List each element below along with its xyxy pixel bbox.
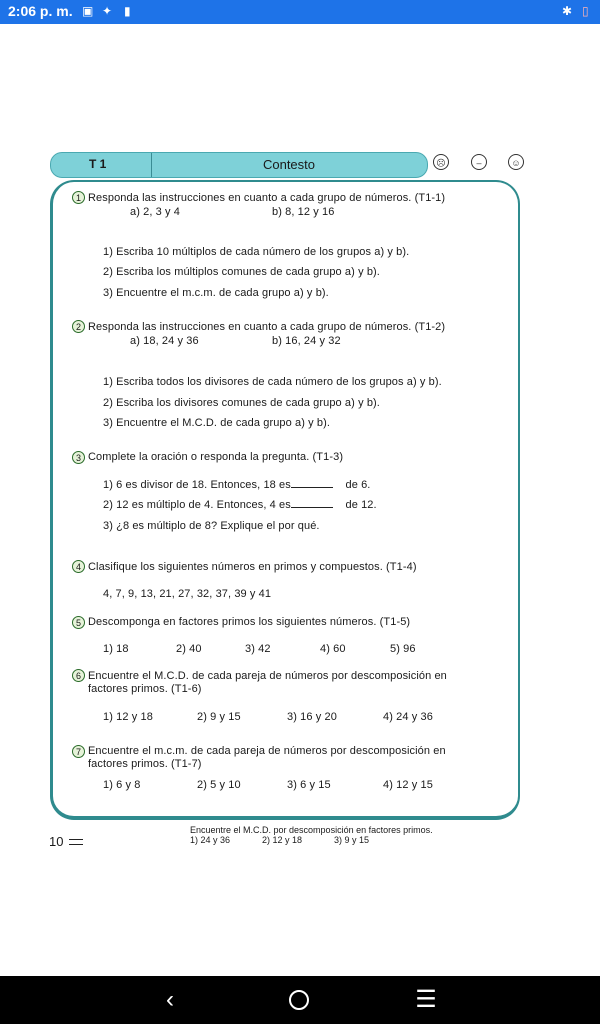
question-number-3: 3	[72, 451, 85, 464]
clock: 2:06 p. m.	[8, 3, 73, 19]
question-number-7: 7	[72, 745, 85, 758]
q3-item-3: 3) ¿8 es múltiplo de 8? Explique el por qué.	[103, 520, 320, 532]
q3-item-1-start: 1) 6 es divisor de 18. Entonces, 18 es	[103, 479, 291, 491]
home-icon[interactable]	[284, 986, 314, 1014]
q3-item-1-end: de 6.	[345, 479, 371, 491]
answer-blank[interactable]	[291, 479, 333, 488]
answer-blank[interactable]	[291, 499, 333, 508]
q5-item-1: 1) 18	[103, 643, 129, 655]
q2-item-3: 3) Encuentre el M.C.D. de cada grupo a) y b).	[103, 417, 331, 429]
header-divider	[151, 153, 152, 177]
q7-item-1: 1) 6 y 8	[103, 779, 141, 791]
navigation-bar	[0, 976, 600, 1024]
q5-item-3: 3) 42	[245, 643, 271, 655]
q2-title: Responda las instrucciones en cuanto a cada grupo de números. (T1-2)	[88, 321, 446, 333]
q1-item-2: 2) Escriba los múltiplos comunes de cada grupo a) y b).	[103, 266, 380, 278]
q6-title-line-2: factores primos. (T1-6)	[88, 683, 202, 695]
q1-title: Responda las instrucciones en cuanto a cada grupo de números. (T1-1)	[88, 192, 446, 204]
q1-item-3: 3) Encuentre el m.c.m. de cada grupo a) y b).	[103, 287, 329, 299]
status-bar	[0, 0, 600, 24]
page-number-rule	[69, 839, 83, 845]
question-number-1: 1	[72, 191, 85, 204]
section-title: Contesto	[262, 157, 316, 172]
neutral-face-icon: –	[471, 154, 487, 170]
q1-group-b: b) 8, 12 y 16	[272, 206, 335, 218]
footer-item-3: 3) 9 y 15	[334, 835, 370, 845]
q7-title-line-2: factores primos. (T1-7)	[88, 758, 202, 770]
q5-item-2: 2) 40	[176, 643, 202, 655]
q3-item-2	[103, 499, 377, 511]
q3-item-1	[103, 479, 370, 491]
question-number-4: 4	[72, 560, 85, 573]
q5-item-5: 5) 96	[390, 643, 416, 655]
q6-item-3: 3) 16 y 20	[287, 711, 337, 723]
unit-header	[50, 152, 428, 178]
q5-item-4: 4) 60	[320, 643, 346, 655]
page-number: 10	[49, 834, 64, 849]
q3-item-2-end: de 12.	[345, 499, 377, 511]
footer-item-1: 1) 24 y 36	[190, 835, 231, 845]
q4-numbers: 4, 7, 9, 13, 21, 27, 32, 37, 39 y 41	[103, 588, 272, 600]
unit-label: T 1	[89, 157, 107, 171]
q1-group-a: a) 2, 3 y 4	[130, 206, 181, 218]
happy-face-icon: ☺	[508, 154, 524, 170]
sad-face-icon: ☹	[433, 154, 449, 170]
question-number-2: 2	[72, 320, 85, 333]
usb-icon: ✦	[102, 4, 113, 18]
q5-title: Descomponga en factores primos los siguientes números. (T1-5)	[88, 616, 411, 628]
footer-item-2: 2) 12 y 18	[262, 835, 303, 845]
sim-icon: ▮	[124, 4, 131, 18]
q3-title: Complete la oración o responda la pregunta. (T1-3)	[88, 451, 344, 463]
q6-item-1: 1) 12 y 18	[103, 711, 153, 723]
q7-title-line-1: Encuentre el m.c.m. de cada pareja de números por descomposición en	[88, 745, 446, 757]
q2-group-b: b) 16, 24 y 32	[272, 335, 341, 347]
question-number-6: 6	[72, 669, 85, 682]
image-icon: ▣	[82, 4, 94, 18]
q2-item-1: 1) Escriba todos los divisores de cada número de los grupos a) y b).	[103, 376, 442, 388]
home-circle	[289, 990, 309, 1010]
q1-item-1: 1) Escriba 10 múltiplos de cada número de los grupos a) y b).	[103, 246, 410, 258]
q7-item-2: 2) 5 y 10	[197, 779, 241, 791]
q6-item-2: 2) 9 y 15	[197, 711, 241, 723]
q6-item-4: 4) 24 y 36	[383, 711, 433, 723]
q2-group-a: a) 18, 24 y 36	[130, 335, 199, 347]
q3-item-2-start: 2) 12 es múltiplo de 4. Entonces, 4 es	[103, 499, 291, 511]
question-number-5: 5	[72, 616, 85, 629]
menu-icon[interactable]: ☰	[415, 986, 437, 1013]
back-icon[interactable]: ‹	[166, 986, 174, 1013]
bluetooth-icon: ✱	[562, 4, 573, 18]
q7-item-4: 4) 12 y 15	[383, 779, 433, 791]
footer-exercise: Encuentre el M.C.D. por descomposición en factores primos.	[190, 825, 433, 835]
q6-title-line-1: Encuentre el M.C.D. de cada pareja de números por descomposición en	[88, 670, 447, 682]
q2-item-2: 2) Escriba los divisores comunes de cada grupo a) y b).	[103, 397, 380, 409]
q7-item-3: 3) 6 y 15	[287, 779, 331, 791]
q4-title: Clasifique los siguientes números en primos y compuestos. (T1-4)	[88, 561, 417, 573]
battery-icon: ▯	[582, 4, 589, 18]
